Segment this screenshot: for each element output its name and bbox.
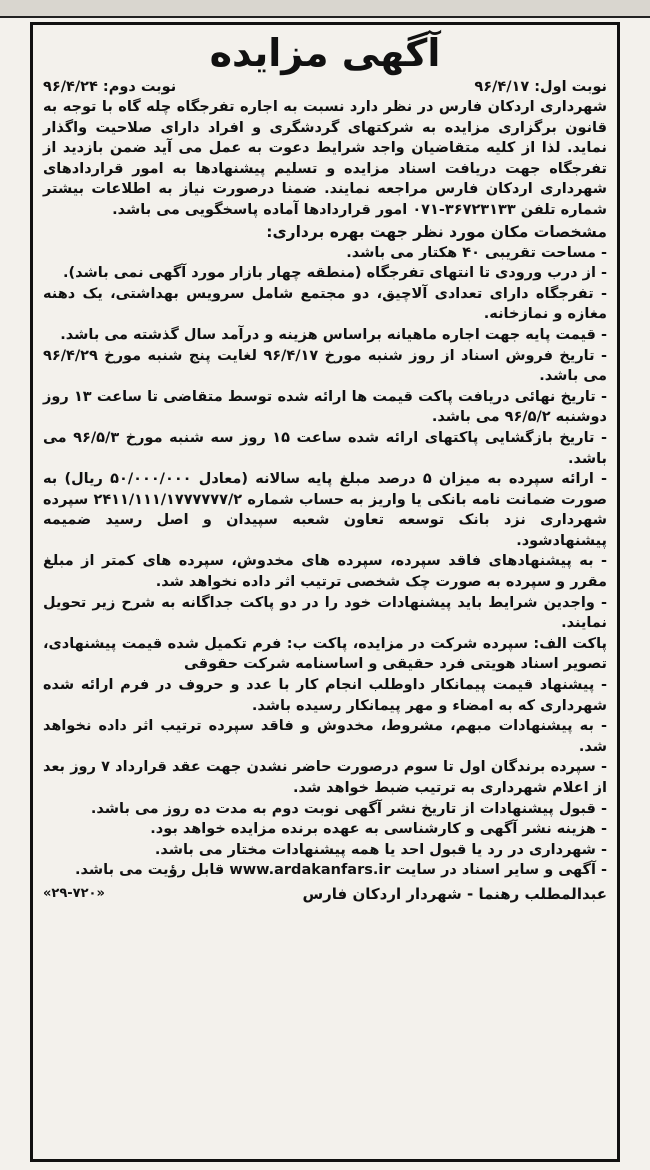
- list-item: - تاریخ بازگشایی پاکتهای ارائه شده ساعت ۱۵ روز سه شنبه مورخ ۹۶/۵/۳ می باشد.: [43, 429, 607, 467]
- first-publication-date: نوبت اول: ۹۶/۴/۱۷: [474, 79, 607, 95]
- list-item: - از درب ورودی تا انتهای تفرجگاه (منطقه چهار بازار مورد آگهی نمی باشد).: [63, 265, 607, 282]
- list-item: - ارائه سپرده به میزان ۵ درصد مبلغ پایه سالانه (معادل ۵۰/۰۰۰/۰۰۰ ریال) به صورت ضمانت نامه بانکی یا واریز به حساب شماره ۲۴۱۱/۱۱۱/۱۷۷۷۷۷۷/۲ سپرده شهرداری نزد بانک توسعه تعاون شعبه سپیدان و اصل رسید ضمیمه پیشنهادشود.: [43, 471, 608, 549]
- list-item: - پیشنهاد قیمت پیمانکار داوطلب انجام کار با عدد و حروف در فرم ارائه شده شهرداری که به امضاء و مهر پیمانکار رسیده باشد.: [43, 677, 607, 714]
- specs-heading: مشخصات مکان مورد نظر جهت بهره برداری:: [266, 222, 607, 241]
- list-item: پاکت الف: سپرده شرکت در مزایده، پاکت ب: فرم تکمیل شده قیمت پیشنهادی، تصویر اسناد هویتی فرد حقیقی و اساسنامه شرکت حقوقی: [43, 635, 607, 673]
- list-item: - واجدین شرایط باید پیشنهادات خود را در دو پاکت جداگانه به شرح زیر تحویل نمایند.: [43, 594, 607, 632]
- list-item: - قیمت پایه جهت اجاره ماهیانه براساس هزینه و درآمد سال گذشته می باشد.: [60, 326, 607, 343]
- conditions-list: [43, 243, 607, 881]
- list-item: - مساحت تقریبی ۴۰ هکتار می باشد.: [346, 244, 607, 261]
- intro-paragraph: شهرداری اردکان فارس در نظر دارد نسبت به اجاره تفرجگاه چله گاه با توجه به قانون برگزاری مزایده به شرکتهای گردشگری و افراد دارای صلاحیت واگذار نماید. لذا از کلیه متقاضیان واجد شرایط دعوت به عمل می آید ضمن بازدید از تفرجگاه جهت دریافت اسناد مزایده و تسلیم پیشنهادها به امور قراردادهای شهرداری اردکان فارس مراجعه نمایند. ضمنا درصورت نیاز به اطلاعات بیشتر شماره تلفن ۳۶۷۲۳۱۳۳-۰۷۱ امور قراردادها آماده پاسخگویی می باشد.: [43, 99, 607, 218]
- list-item: - قبول پیشنهادات از تاریخ نشر آگهی نوبت دوم به مدت ده روز می باشد.: [90, 800, 607, 817]
- website-link[interactable]: www.ardakanfars.ir: [229, 862, 391, 879]
- website-item-before: - آگهی و سایر اسناد در سایت: [390, 862, 607, 879]
- notice-code: «۲۹-۷۲۰»: [43, 885, 105, 901]
- list-item: - به پیشنهادات مبهم، مشروط، مخدوش و فاقد سپرده ترتیب اثر داده نخواهد شد.: [43, 718, 607, 755]
- notice-title: آگهی مزایده: [209, 31, 441, 75]
- list-item: - شهرداری در رد یا قبول احد یا همه پیشنهادات مختار می باشد.: [154, 841, 607, 858]
- second-publication-date: نوبت دوم: ۹۶/۴/۲۴: [43, 79, 177, 95]
- list-item: - به پیشنهادهای فاقد سپرده، سپرده های مخدوش، سپرده های کمتر از مبلغ مقرر و سپرده به صورت چک شخصی ترتیب اثر داده نخواهد شد.: [43, 553, 607, 591]
- list-item: - تاریخ فروش اسناد از روز شنبه مورخ ۹۶/۴/۱۷ لغایت پنج شنبه مورخ ۹۶/۴/۲۹ می باشد.: [43, 347, 607, 385]
- list-item: - هزینه نشر آگهی و کارشناسی به عهده برنده مزایده خواهد بود.: [150, 821, 607, 838]
- list-item: - تفرجگاه دارای تعدادی آلاچیق، دو مجتمع شامل سرویس بهداشتی، یک دهنه مغازه و نمازخانه.: [43, 285, 607, 323]
- list-item: - تاریخ نهائی دریافت پاکت قیمت ها ارائه شده توسط متقاضی تا ساعت ۱۳ روز دوشنبه ۹۶/۵/۲ می باشد.: [43, 388, 607, 426]
- top-cut-strip: [0, 0, 650, 18]
- signature-line: [43, 883, 607, 905]
- auction-notice-frame: [30, 22, 620, 1162]
- publication-dates: [43, 77, 607, 97]
- signatory-name: عبدالمطلب رهنما - شهردار اردکان فارس: [302, 884, 607, 903]
- website-item-after: قابل رؤیت می باشد.: [75, 862, 230, 879]
- list-item: - سپرده برندگان اول تا سوم درصورت حاضر نشدن جهت عقد قرارداد ۷ روز بعد از اعلام شهرداری به ترتیب ضبط خواهد شد.: [43, 759, 607, 796]
- website-item: [43, 860, 607, 881]
